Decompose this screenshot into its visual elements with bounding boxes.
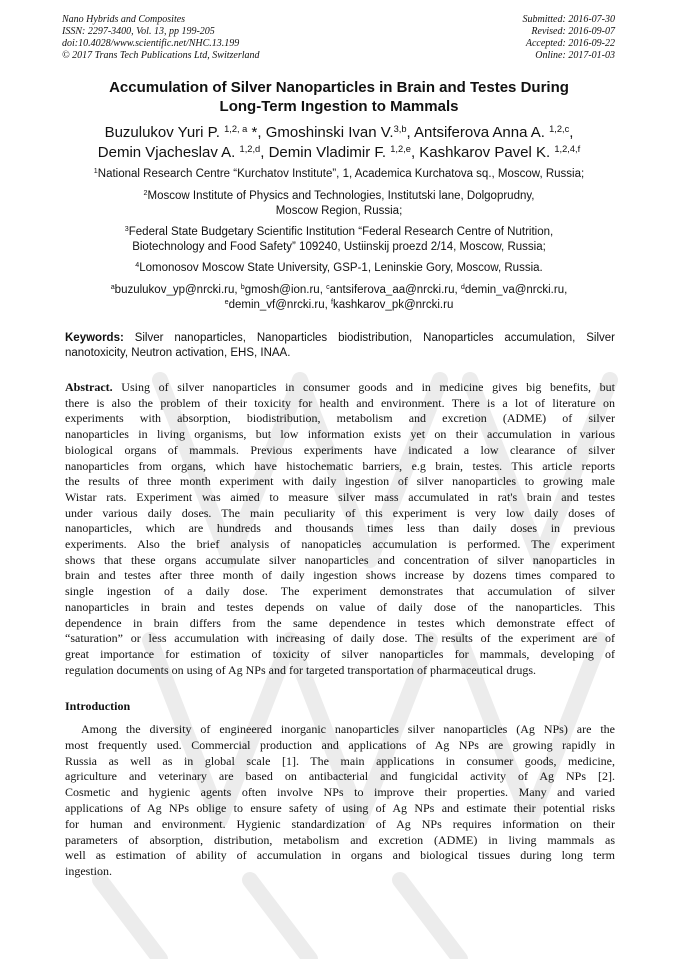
author: Antsiferova Anna A. $^{1,2,c}$, bbox=[414, 123, 574, 141]
title-line: Accumulation of Silver Nanoparticles in Brain and Testes During bbox=[109, 79, 569, 96]
journal-name: Nano Hybrids and Composites bbox=[62, 14, 186, 25]
abstract-line: experiments. Also the brief analysis of nanopaticles accumulation is performed. The experiment bbox=[65, 537, 615, 552]
date-online: Online: 2017-01-03 bbox=[535, 50, 615, 61]
email: $^a$buzulukov_yp@nrcki.ru, bbox=[110, 283, 238, 296]
intro-line: applications of Ag NPs oblige to ensure safety of using of Ag NPs and estimate their potential risks bbox=[65, 800, 615, 815]
abstract-line: single ingestion of a daily dose. The experiment demonstrates that accumulation of silver bbox=[65, 584, 615, 599]
abstract-line: nanoparticles in brain and testes depends on value of daily dose of the nanoparticles. This bbox=[65, 599, 615, 614]
publication-dates bbox=[335, 14, 615, 62]
intro-line: Russia as well as in global scale [1]. The main applications in consumer goods, medicine, bbox=[65, 753, 615, 768]
abstract-label: Abstract. bbox=[65, 380, 113, 394]
abstract-line: under various daily doses. The main peculiarity of this experiment is very low daily doses of bbox=[65, 505, 615, 520]
keywords-label: Keywords: bbox=[65, 332, 124, 344]
abstract-line: the results of three month experiment with daily ingestion of silver nanoparticles to growing male bbox=[65, 474, 615, 489]
intro-line: ingestion. bbox=[65, 864, 112, 879]
author: Demin Vjacheslav A. $^{1,2,d}$, bbox=[97, 143, 265, 161]
email: $^e$demin_vf@nrcki.ru, bbox=[224, 298, 328, 311]
author-line bbox=[40, 123, 638, 143]
author-list bbox=[40, 123, 638, 163]
journal-meta bbox=[62, 14, 382, 62]
abstract-line: regulation documents on using of Ag NPs and for targeted transportation of pharmaceutical drugs. bbox=[65, 662, 536, 677]
introduction-body bbox=[65, 722, 615, 880]
email-list bbox=[40, 283, 638, 313]
abstract-line: “saturation” or less accumulation with increasing of daily dose. The results of the experiment are of bbox=[65, 631, 615, 646]
copyright: © 2017 Trans Tech Publications Ltd, Switzerland bbox=[62, 50, 260, 61]
date-accepted: Accepted: 2016-09-22 bbox=[525, 38, 615, 49]
affiliation: $^1$National Research Centre “Kurchatov Institute”, 1, Academica Kurchatova sq., Moscow, Russia; bbox=[93, 167, 585, 180]
email: $^d$demin_va@nrcki.ru, bbox=[460, 283, 568, 296]
affiliation: $^4$Lomonosov Moscow State University, GSP-1, Leninskie Gory, Moscow, Russia. bbox=[135, 261, 543, 274]
keywords-text: Silver nanoparticles, Nanoparticles biodistribution, Nanoparticles accumulation, Silver nanotoxicity, Neutron activation, EHS, INAA. bbox=[65, 332, 615, 359]
doi: doi:10.4028/www.scientific.net/NHC.13.199 bbox=[62, 38, 240, 49]
intro-line: Cosmetic and hygienic agents often involve NPs to improve their properties. Many and varied bbox=[65, 785, 615, 800]
intro-line: Among the diversity of engineered inorganic nanoparticles silver nanoparticles (Ag NPs) are the bbox=[81, 722, 615, 736]
intro-line: agriculture and veterinary are based on antibacterial and fungicidal activity of Ag NPs [2]. bbox=[65, 769, 615, 784]
intro-line: well as estimation of ability of accumulation in organs and biological tissues during long term bbox=[65, 848, 615, 863]
intro-line: most frequently used. Commercial production and applications of Ag NPs are growing rapidly in bbox=[65, 737, 615, 752]
abstract-line: shows that these organs accumulate silver nanoparticles and concentration of silver nanoparticles in bbox=[65, 552, 615, 567]
email: $^b$gmosh@ion.ru, bbox=[240, 283, 323, 296]
affiliation: $^3$Federal State Budgetary Scientific Institution “Federal Research Centre of Nutrition, Biotechnology and Food Safety” 109240, Ustiinskij proezd 2/14, Moscow, Russia; bbox=[124, 225, 554, 253]
author: Demin Vladimir F. $^{1,2,e}$, bbox=[268, 143, 416, 161]
date-revised: Revised: 2016-09-07 bbox=[531, 26, 615, 37]
author: Kashkarov Pavel K. $^{1,2,4,f}$ bbox=[419, 143, 581, 161]
abstract-line: nanoparticles, which are hundreds and thousands times less than daily doses in previous bbox=[65, 521, 615, 536]
abstract-line: Wistar rats. Experiment was aimed to measure silver mass accumulated in rat's brain and testes bbox=[65, 489, 615, 504]
abstract-line: brain and testes after three month of daily ingestion shows increase by dozens times compared to bbox=[65, 568, 615, 583]
abstract bbox=[65, 380, 615, 678]
keywords bbox=[65, 331, 615, 361]
date-submitted: Submitted: 2016-07-30 bbox=[522, 14, 615, 25]
section-heading-introduction: Introduction bbox=[65, 699, 131, 713]
abstract-line: biological organs of mammals. Previous experiments have indicated a low clearance of silver bbox=[65, 442, 615, 457]
affiliation: $^2$Moscow Institute of Physics and Technologies, Institutski lane, Dolgoprudny, Moscow Region, Russia; bbox=[143, 189, 535, 217]
email: $^c$antsiferova_aa@nrcki.ru, bbox=[326, 283, 458, 296]
abstract-line: dependence in brain differs from the same dependence in testes which demonstrate effect of bbox=[65, 615, 615, 630]
author-line bbox=[40, 143, 638, 163]
abstract-line: great importance for estimation of toxicity of silver nanoparticles for mammals, developing of bbox=[65, 646, 615, 661]
abstract-line: experiments with absorption, biodistribution, metabolism and excretion (ADME) of silver bbox=[65, 411, 615, 426]
author: Buzulukov Yuri P. $^{1,2, a}$ *, bbox=[104, 123, 262, 141]
abstract-line: nanoparticles from organs, which have histochematic barriers, e.g brain, testes. This article reports bbox=[65, 458, 615, 473]
author: Gmoshinski Ivan V.$^{3,b}$, bbox=[265, 123, 411, 141]
title-line: Long-Term Ingestion to Mammals bbox=[219, 97, 459, 115]
abstract-line: nanoparticles in living organisms, but low information exists yet on their accumulation in various bbox=[65, 427, 615, 442]
abstract-line: Abstract. Using of silver nanoparticles in consumer goods and in medicine gives big benefits, but bbox=[65, 380, 615, 394]
intro-line: parameters of absorption, distribution, metabolism and excretion (ADME) in living mammals as bbox=[65, 832, 615, 847]
abstract-line: there is also the problem of their toxicity for health and environment. There is a lot of literature on bbox=[65, 395, 615, 410]
paper-title bbox=[60, 79, 618, 116]
email: $^f$kashkarov_pk@nrcki.ru bbox=[331, 298, 454, 311]
intro-line: for human and environment. Hygienic standardization of Ag NPs requires information on their bbox=[65, 816, 615, 831]
issn-volume: ISSN: 2297-3400, Vol. 13, pp 199-205 bbox=[62, 26, 215, 37]
